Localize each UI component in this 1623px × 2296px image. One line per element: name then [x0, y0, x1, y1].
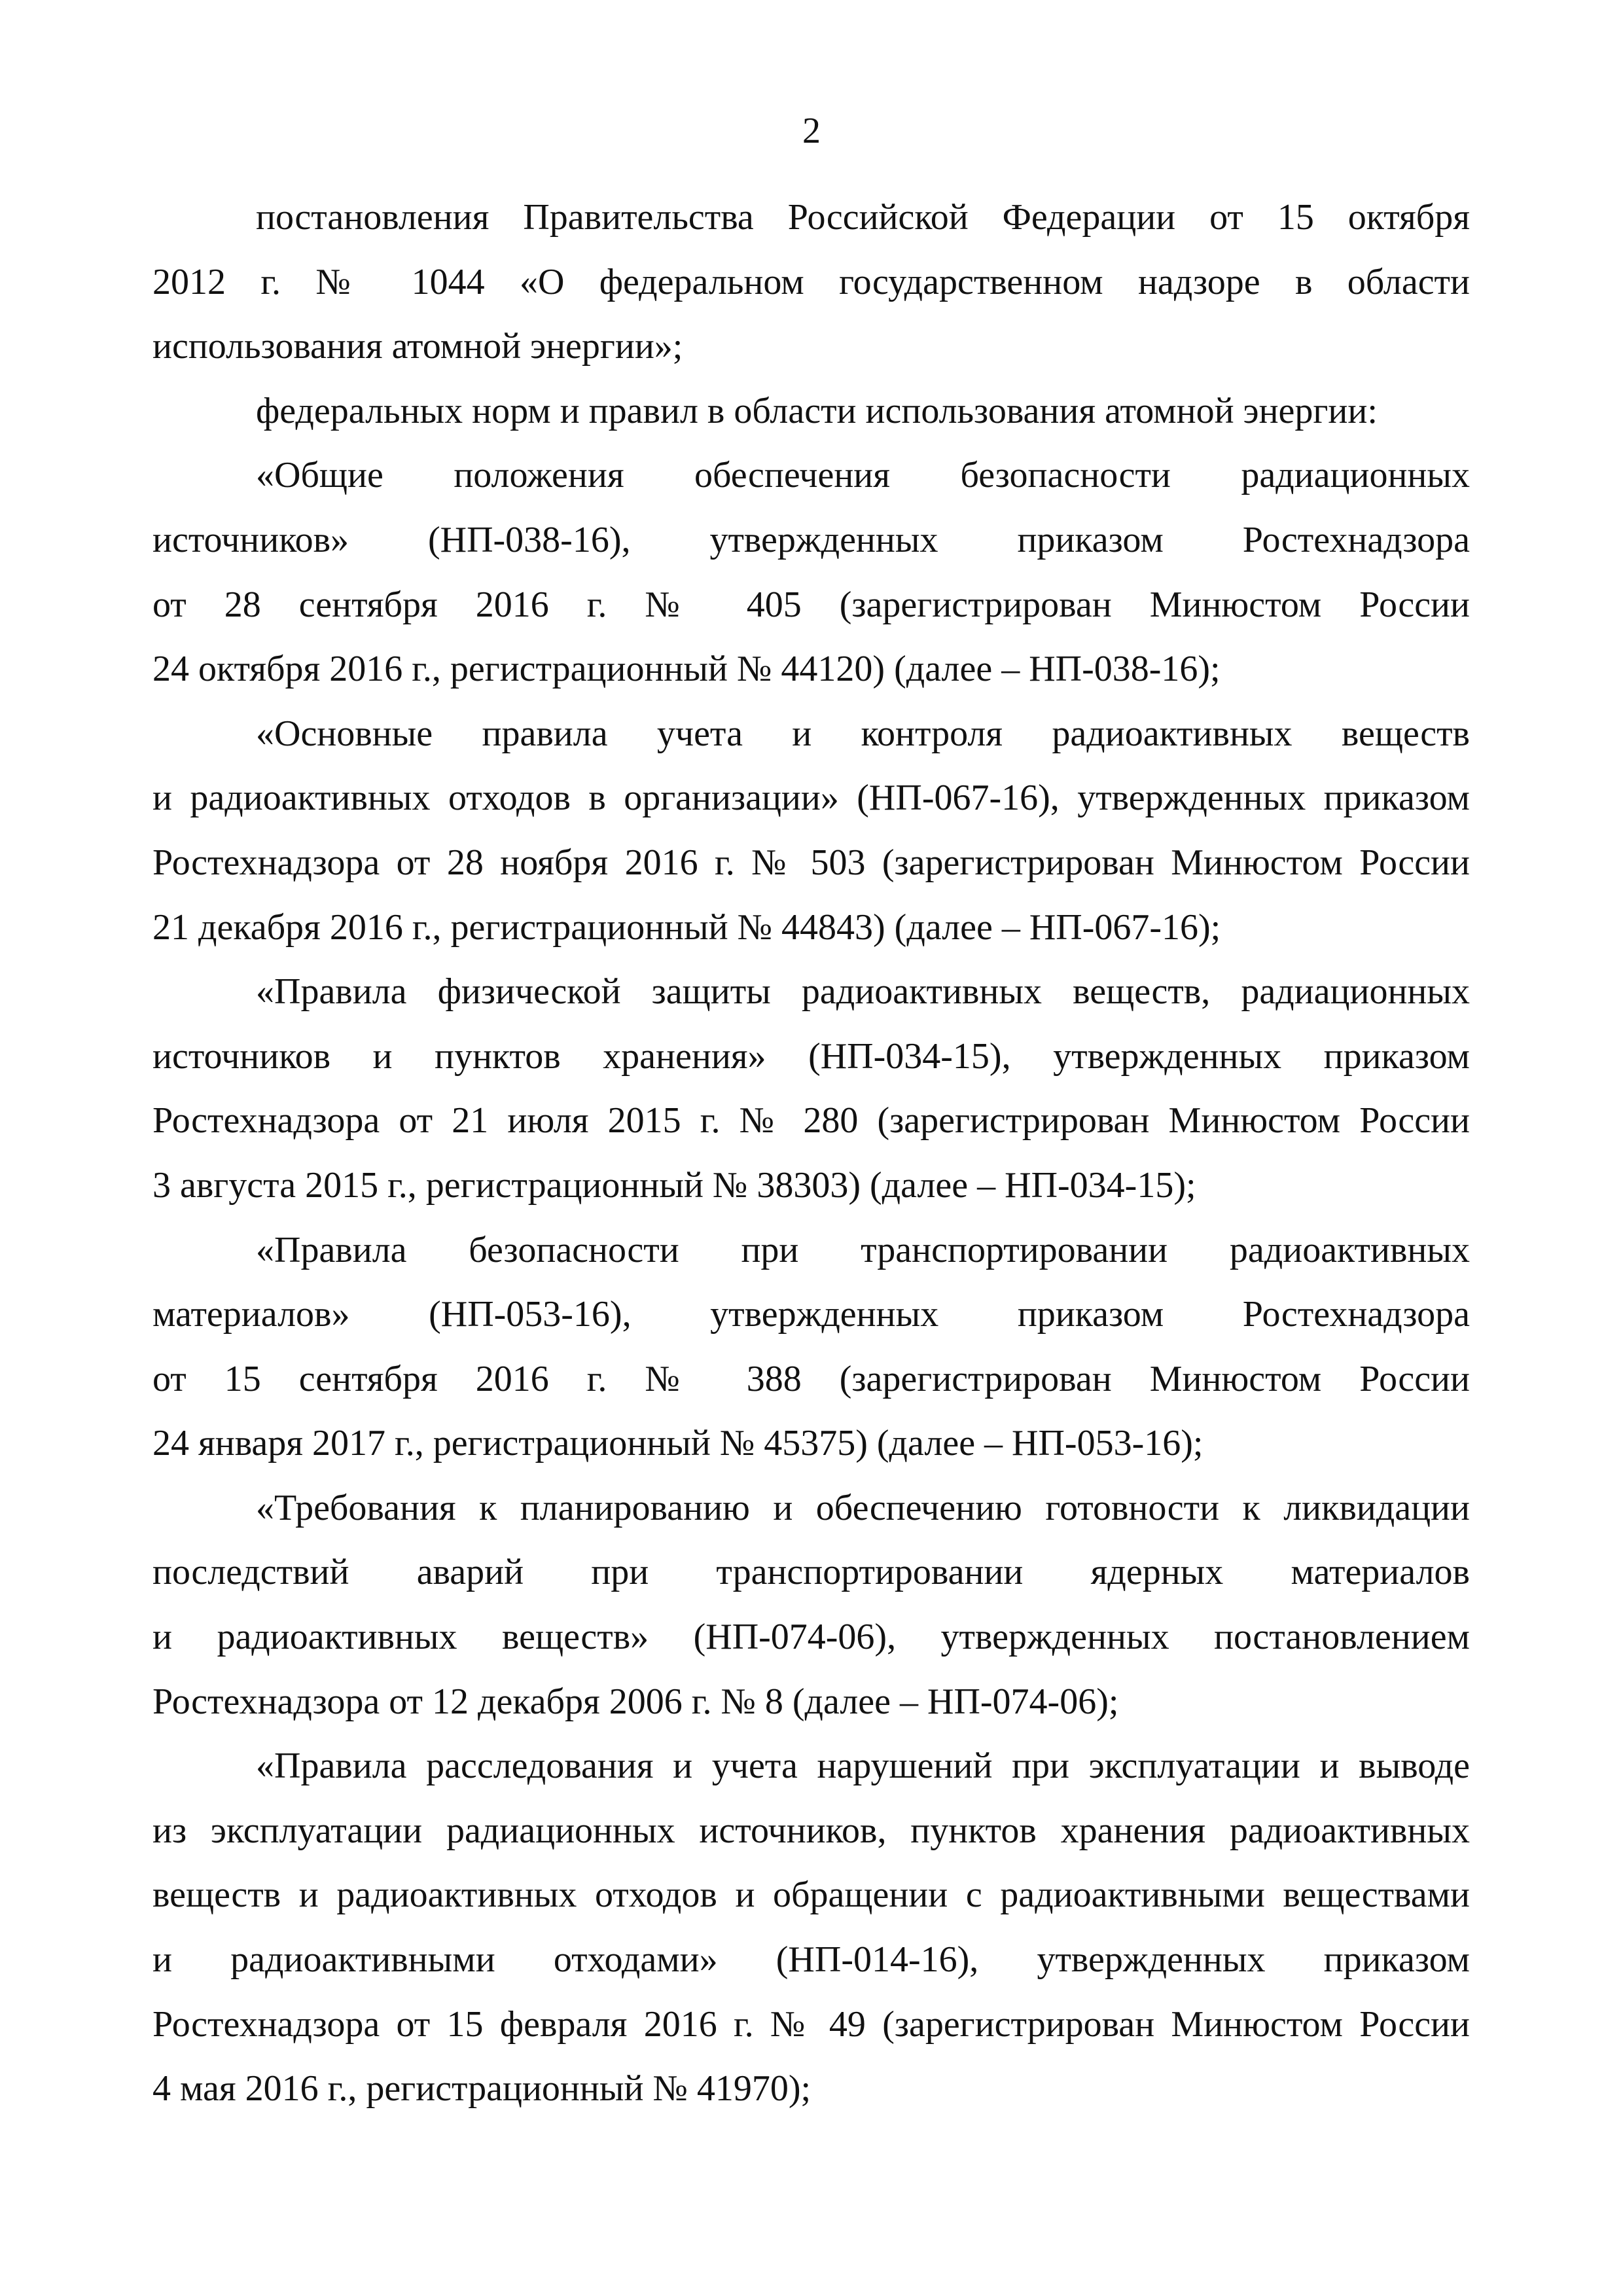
body-text [152, 185, 1470, 2121]
text-line: от 15 сентября 2016 г. № 388 (зарегистрирован Минюстом России [152, 1358, 1470, 1399]
text-line: 3 августа 2015 г., регистрационный № 38303) (далее – НП-034-15); [152, 1164, 1196, 1206]
text-line: 21 декабря 2016 г., регистрационный № 44843) (далее – НП-067-16); [152, 906, 1221, 948]
text-line: 4 мая 2016 г., регистрационный № 41970); [152, 2068, 812, 2109]
text-line: веществ и радиоактивных отходов и обращении с радиоактивными веществами [152, 1874, 1470, 1916]
text-line: и радиоактивных отходов в организации» (НП-067-16), утвержденных приказом [152, 778, 1470, 819]
text-line: Ростехнадзора от 15 февраля 2016 г. № 49 (зарегистрирован Минюстом России [152, 2003, 1470, 2045]
text-line: от 28 сентября 2016 г. № 405 (зарегистрирован Минюстом России [152, 584, 1470, 625]
text-line: и радиоактивными отходами» (НП-014-16), утвержденных приказом [152, 1939, 1470, 1981]
text-line: постановления Правительства Российской Федерации от 15 октября [256, 197, 1470, 238]
text-line: источников и пунктов хранения» (НП-034-15), утвержденных приказом [152, 1035, 1470, 1077]
text-line: использования атомной энергии»; [152, 326, 683, 367]
text-line: и радиоактивных веществ» (НП-074-06), утвержденных постановлением [152, 1617, 1470, 1658]
text-line: последствий аварий при транспортировании ядерных материалов [152, 1552, 1470, 1593]
page-number: 2 [802, 111, 821, 151]
text-line: Ростехнадзора от 12 декабря 2006 г. № 8 (далее – НП-074-06); [152, 1681, 1119, 1722]
text-line: «Правила безопасности при транспортировании радиоактивных [256, 1229, 1470, 1270]
text-line: «Требования к планированию и обеспечению готовности к ликвидации [256, 1487, 1470, 1528]
text-line: Ростехнадзора от 21 июля 2015 г. № 280 (зарегистрирован Минюстом России [152, 1100, 1470, 1141]
text-line: «Основные правила учета и контроля радиоактивных веществ [256, 713, 1470, 754]
text-line: 24 января 2017 г., регистрационный № 45375) (далее – НП-053-16); [152, 1423, 1204, 1464]
text-line: Ростехнадзора от 28 ноября 2016 г. № 503 (зарегистрирован Минюстом России [152, 842, 1470, 883]
text-line: федеральных норм и правил в области использования атомной энергии: [256, 390, 1378, 431]
text-line: 24 октября 2016 г., регистрационный № 44120) (далее – НП-038-16); [152, 649, 1221, 690]
text-line: источников» (НП-038-16), утвержденных приказом Ростехнадзора [152, 519, 1470, 560]
text-line: из эксплуатации радиационных источников, пунктов хранения радиоактивных [152, 1810, 1470, 1851]
text-line: 2012 г. № 1044 «О федеральном государственном надзоре в области [152, 261, 1470, 302]
text-line: материалов» (НП-053-16), утвержденных приказом Ростехнадзора [152, 1294, 1470, 1335]
text-line: «Правила расследования и учета нарушений при эксплуатации и выводе [256, 1746, 1470, 1787]
text-line: «Правила физической защиты радиоактивных веществ, радиационных [256, 971, 1470, 1013]
text-line: «Общие положения обеспечения безопасности радиационных [256, 455, 1470, 496]
